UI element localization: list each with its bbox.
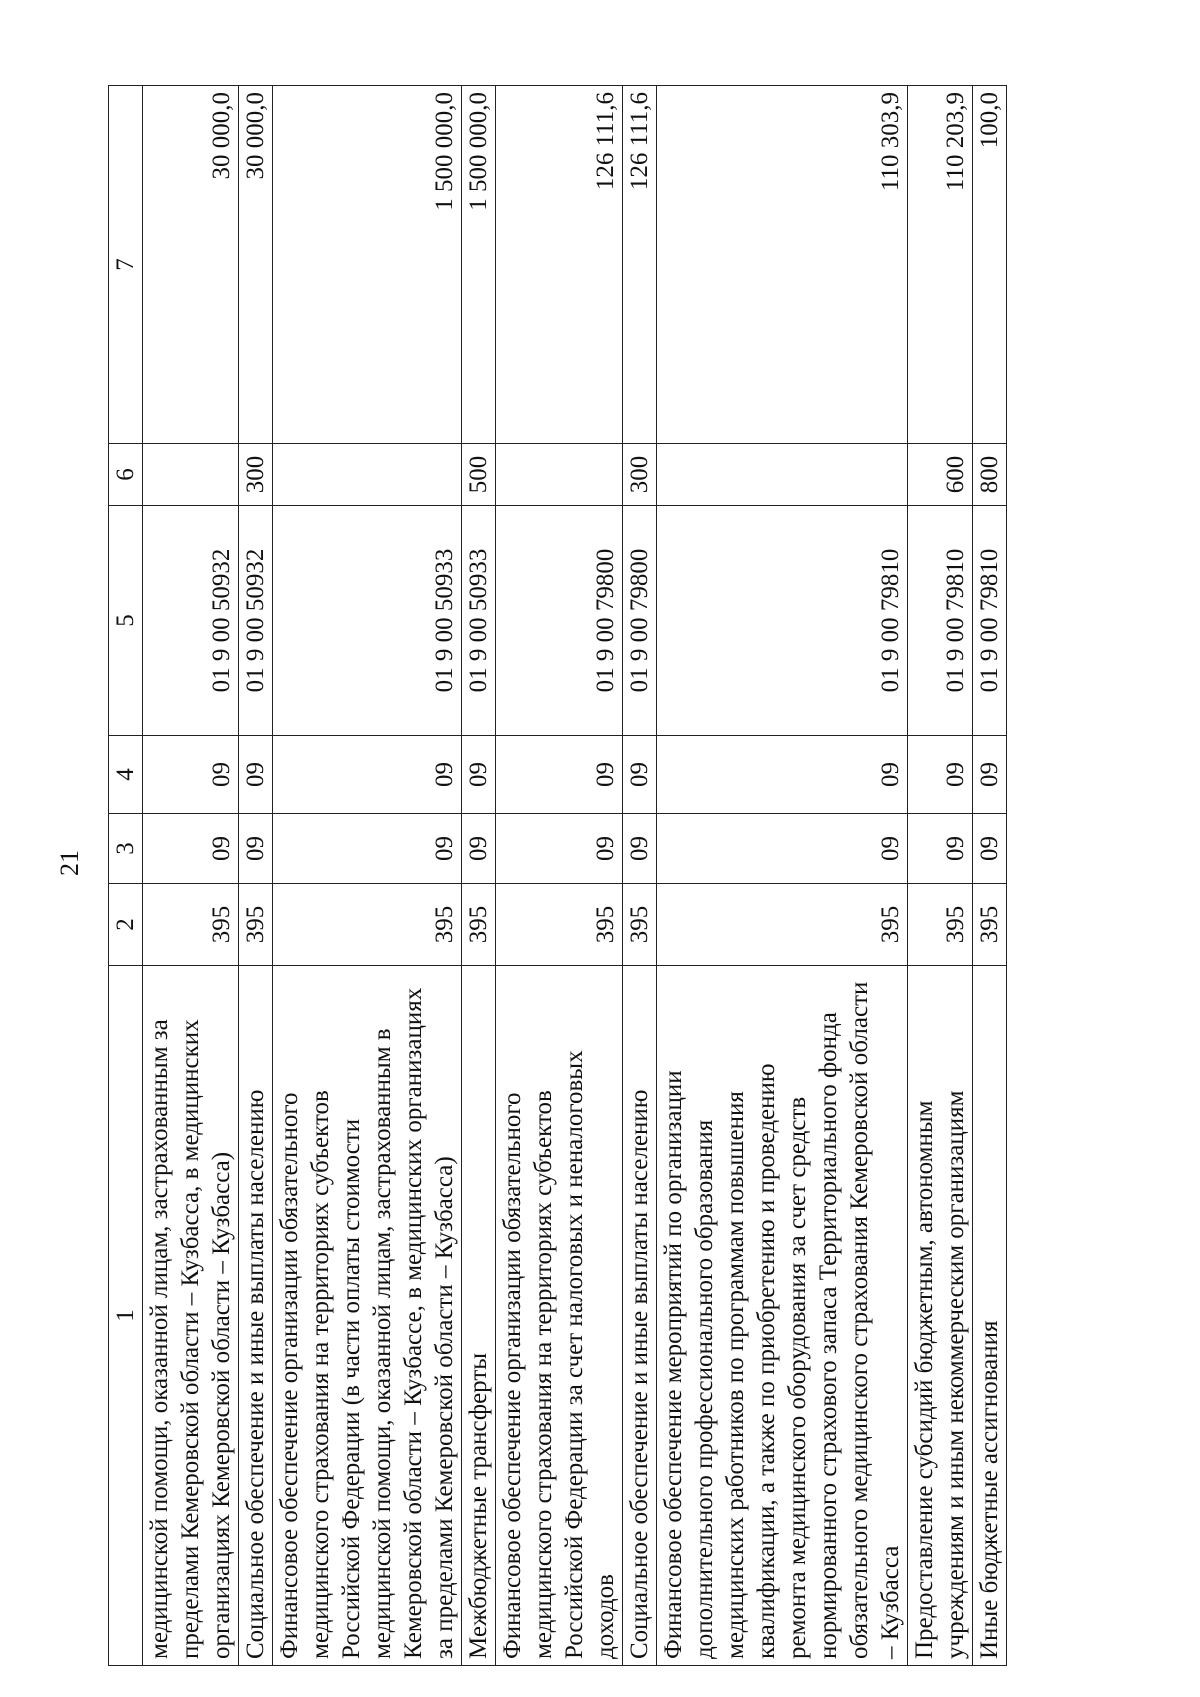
amount-cell: 110 303,9: [657, 86, 908, 444]
row-description: Социальное обеспечение и иные выплаты населению: [239, 966, 273, 1666]
section-code: 09: [273, 814, 462, 884]
table-row: [908, 86, 973, 1666]
expense-type-code: [273, 444, 462, 506]
ministry-code: 395: [239, 884, 273, 966]
table-row: [496, 86, 623, 1666]
section-code: 09: [657, 814, 908, 884]
header-cell: 2: [109, 884, 143, 966]
amount-cell: 126 111,6: [623, 86, 657, 444]
target-article-code: 01 9 00 79810: [908, 506, 973, 736]
table-row: [143, 86, 239, 1666]
expense-type-code: 600: [908, 444, 973, 506]
expense-type-code: [143, 444, 239, 506]
rotated-table-frame: [108, 86, 1003, 1666]
ministry-code: 395: [273, 884, 462, 966]
row-description: Предоставление субсидий бюджетным, автономным учреждениям и иным некоммерческим организациям: [908, 966, 973, 1666]
header-cell: 1: [109, 966, 143, 1666]
row-description: Финансовое обеспечение организации обязательного медицинского страхования на территориях субъектов Российской Федерации за счет налоговых и неналоговых доходов: [496, 966, 623, 1666]
header-cell: 6: [109, 444, 143, 506]
subsection-code: 09: [239, 736, 273, 814]
section-code: 09: [496, 814, 623, 884]
amount-cell: 30 000,0: [143, 86, 239, 444]
subsection-code: 09: [908, 736, 973, 814]
table-row: [657, 86, 908, 1666]
subsection-code: 09: [273, 736, 462, 814]
target-article-code: 01 9 00 50933: [462, 506, 496, 736]
row-description: Иные бюджетные ассигнования: [973, 966, 1007, 1666]
row-description: медицинской помощи, оказанной лицам, застрахованным за пределами Кемеровской области – Кузбасса, в медицинских организациях Кемеровской области – Кузбасса): [143, 966, 239, 1666]
table-row: [239, 86, 273, 1666]
table-row: [973, 86, 1007, 1666]
target-article-code: 01 9 00 50932: [239, 506, 273, 736]
ministry-code: 395: [623, 884, 657, 966]
row-description: Социальное обеспечение и иные выплаты населению: [623, 966, 657, 1666]
subsection-code: 09: [623, 736, 657, 814]
expense-type-code: 800: [973, 444, 1007, 506]
expense-type-code: [496, 444, 623, 506]
row-description: Финансовое обеспечение мероприятий по организации дополнительного профессионального образования медицинских работников по программам повышения квалификации, а также по приобретению и проведению ремонта медицинского оборудования за счет средств нормированного страхового запаса Территориального фонда обязательного медицинского страхования Кемеровской области – Кузбасса: [657, 966, 908, 1666]
amount-cell: 30 000,0: [239, 86, 273, 444]
subsection-code: 09: [657, 736, 908, 814]
section-code: 09: [973, 814, 1007, 884]
target-article-code: 01 9 00 79800: [496, 506, 623, 736]
target-article-code: 01 9 00 50932: [143, 506, 239, 736]
amount-cell: 110 203,9: [908, 86, 973, 444]
amount-cell: 1 500 000,0: [462, 86, 496, 444]
budget-table: [108, 85, 1007, 1666]
target-article-code: 01 9 00 79810: [657, 506, 908, 736]
expense-type-code: 300: [623, 444, 657, 506]
table-row: [623, 86, 657, 1666]
ministry-code: 395: [143, 884, 239, 966]
header-cell: 5: [109, 506, 143, 736]
section-code: 09: [462, 814, 496, 884]
header-cell: 3: [109, 814, 143, 884]
subsection-code: 09: [143, 736, 239, 814]
section-code: 09: [143, 814, 239, 884]
table-row: [273, 86, 462, 1666]
header-cell: 7: [109, 86, 143, 444]
rotated-table-container: [108, 86, 1003, 1666]
subsection-code: 09: [496, 736, 623, 814]
amount-cell: 1 500 000,0: [273, 86, 462, 444]
subsection-code: 09: [462, 736, 496, 814]
target-article-code: 01 9 00 79800: [623, 506, 657, 736]
expense-type-code: 300: [239, 444, 273, 506]
expense-type-code: 500: [462, 444, 496, 506]
subsection-code: 09: [973, 736, 1007, 814]
ministry-code: 395: [657, 884, 908, 966]
page-number: 21: [55, 850, 84, 876]
amount-cell: 126 111,6: [496, 86, 623, 444]
row-description: Финансовое обеспечение организации обязательного медицинского страхования на территориях субъектов Российской Федерации (в части оплаты стоимости медицинской помощи, оказанной лицам, застрахованным в Кемеровской области – Кузбассе, в медицинских организациях за пределами Кемеровской области – Кузбасса): [273, 966, 462, 1666]
amount-cell: 100,0: [973, 86, 1007, 444]
table-row: [462, 86, 496, 1666]
ministry-code: 395: [462, 884, 496, 966]
ministry-code: 395: [908, 884, 973, 966]
ministry-code: 395: [973, 884, 1007, 966]
table-header-row: [109, 86, 143, 1666]
row-description: Межбюджетные трансферты: [462, 966, 496, 1666]
expense-type-code: [657, 444, 908, 506]
ministry-code: 395: [496, 884, 623, 966]
target-article-code: 01 9 00 79810: [973, 506, 1007, 736]
target-article-code: 01 9 00 50933: [273, 506, 462, 736]
section-code: 09: [623, 814, 657, 884]
header-cell: 4: [109, 736, 143, 814]
section-code: 09: [239, 814, 273, 884]
section-code: 09: [908, 814, 973, 884]
